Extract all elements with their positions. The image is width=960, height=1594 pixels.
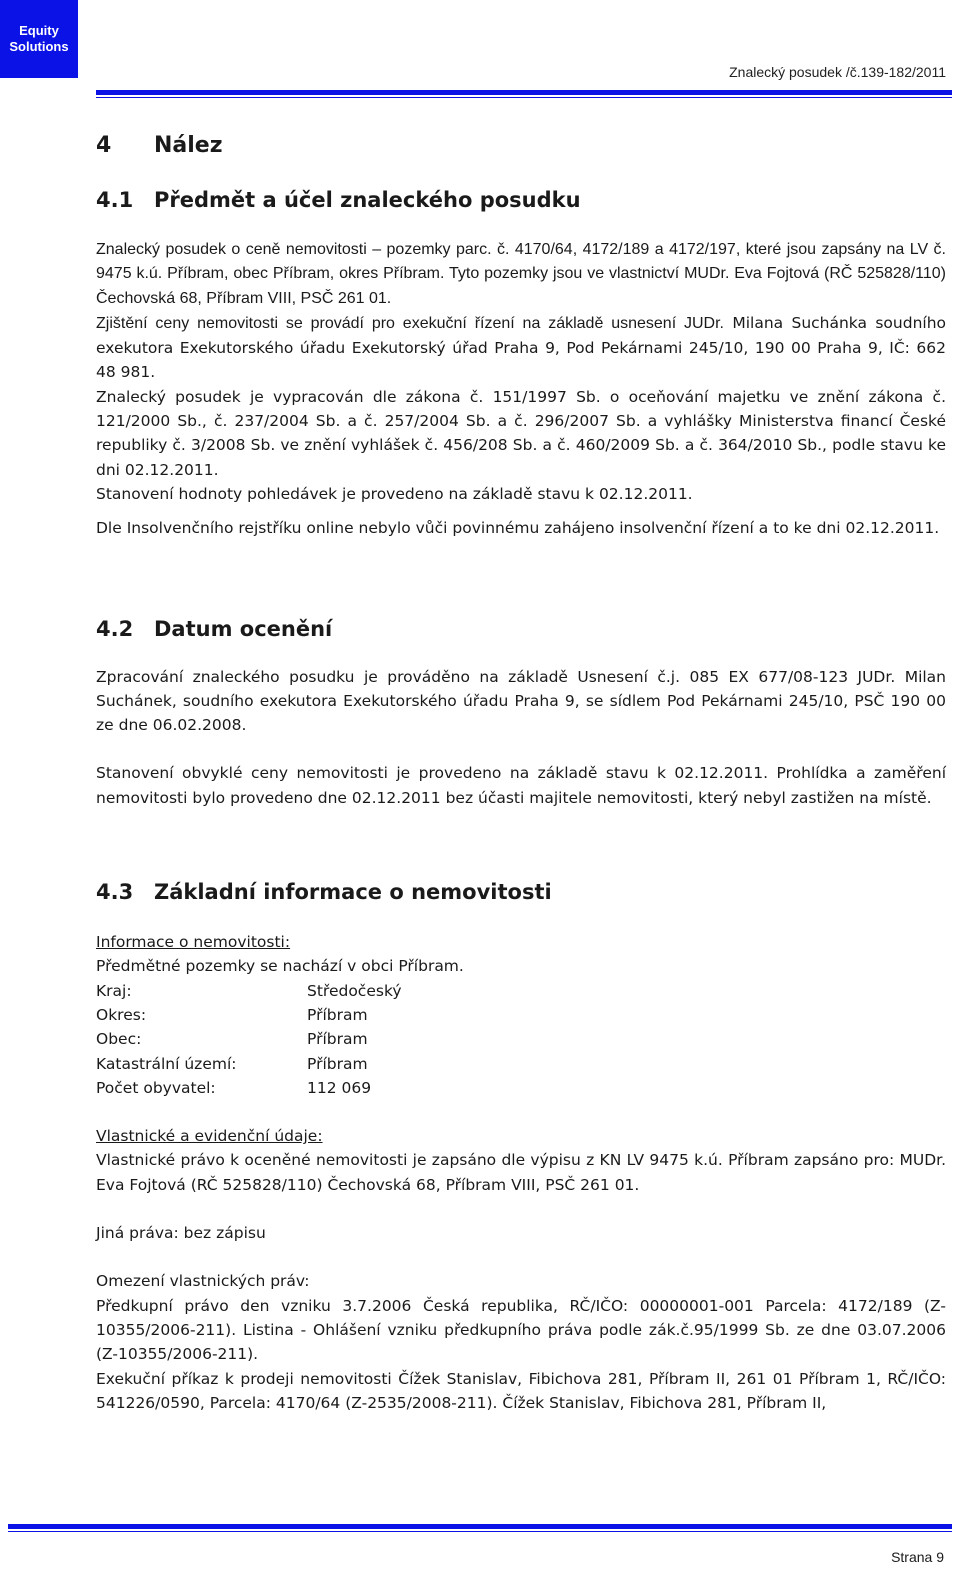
header-rule-thin [96, 97, 952, 98]
property-info-heading: Informace o nemovitosti: [96, 933, 291, 952]
ownership-paragraph: Vlastnické právo k oceněné nemovitosti je zapsáno dle výpisu z KN LV 9475 k.ú. Příbram zapsáno pro: MUDr. Eva Fojtová (RČ 525828/110) Čechovská 68, Příbram VIII, PSČ 261 01. [96, 1151, 946, 1194]
page-content [96, 128, 946, 1415]
purpose-paragraph-start: Zjištění ceny nemovitosti se provádí pro exekuční řízení na základě usnesení JUDr. [96, 314, 724, 332]
section-title: Nález [154, 133, 223, 158]
ownership-heading: Vlastnické a evidenční údaje: [96, 1127, 323, 1146]
info-key: Počet obyvatel: [96, 1078, 216, 1097]
restrictions-heading: Omezení vlastnických práv: [96, 1272, 310, 1291]
purpose-paragraph [96, 311, 946, 385]
subject-paragraph: Znalecký posudek o ceně nemovitosti – pozemky parc. č. 4170/64, 4172/189 a 4172/197, které jsou zapsány na LV č. 9475 k.ú. Příbram, obec Příbram, okres Příbram. Tyto pozemky jsou ve vlastnictví MUDr. Eva Fojtová (RČ 525828/110) Čechovská 68, Příbram VIII, PSČ 261 01. [96, 241, 946, 307]
pre-emption-right-paragraph: Předkupní právo den vzniku 3.7.2006 Česká republika, RČ/IČO: 00000001-001 Parcela: 4172/189 (Z-10355/2006-211). Listina - Ohlášení vzniku předkupního práva podle zák.č.95/1999 Sb. ze dne 03.07.2006 (Z-10355/2006-211). [96, 1296, 946, 1364]
section-number: 4 [96, 133, 112, 158]
footer-rule-thin [8, 1531, 952, 1532]
info-row-municipality [96, 1027, 946, 1051]
section-title: Předmět a účel znaleckého posudku [154, 188, 581, 212]
other-rights-paragraph: Jiná práva: bez zápisu [96, 1224, 266, 1243]
info-row-district [96, 1003, 946, 1027]
receivables-paragraph: Stanovení hodnoty pohledávek je provedeno na základě stavu k 02.12.2011. [96, 484, 693, 503]
info-key: Kraj: [96, 981, 132, 1000]
logo-line-1: Equity [19, 23, 59, 38]
info-value: Středočeský [307, 981, 402, 1000]
info-row-population [96, 1076, 946, 1100]
insolvency-paragraph: Dle Insolvenčního rejstříku online nebylo vůči povinnému zahájeno insolvenční řízení a to ke dni 02.12.2011. [96, 519, 940, 538]
company-logo [0, 0, 78, 78]
info-key: Katastrální území: [96, 1054, 237, 1073]
header-rule [96, 90, 952, 95]
logo-line-2: Solutions [9, 39, 69, 54]
info-row-cadastral-area [96, 1052, 946, 1076]
info-row-region [96, 979, 946, 1003]
info-value: 112 069 [307, 1078, 372, 1097]
section-number: 4.3 [96, 880, 134, 905]
info-key: Obec: [96, 1030, 142, 1049]
section-4-heading [96, 128, 946, 164]
section-4-3-heading [96, 876, 946, 908]
property-info-intro: Předmětné pozemky se nachází v obci Příbram. [96, 957, 464, 976]
execution-order-paragraph: Exekuční příkaz k prodeji nemovitosti Čížek Stanislav, Fibichova 281, Příbram II, 261 01 Příbram 1, RČ/IČO: 541226/0590, Parcela: 4170/64 (Z-2535/2008-211). Čížek Stanislav, Fibichova 281, Příbram II, [96, 1369, 946, 1412]
valuation-basis-paragraph: Zpracování znaleckého posudku je prováděno na základě Usnesení č.j. 085 EX 677/08-123 JUDr. Milan Suchánek, soudního exekutora Exekutorského úřadu Praha 9, se sídlem Pod Pekárnami 245/10, PSČ 190 00 ze dne 06.02.2008. [96, 667, 946, 735]
section-number: 4.2 [96, 616, 134, 641]
page-number: Strana 9 [891, 1549, 944, 1565]
legal-basis-paragraph: Znalecký posudek je vypracován dle zákona č. 151/1997 Sb. o oceňování majetku ve znění zákona č. 121/2000 Sb., č. 237/2004 Sb. a č. 257/2004 Sb. a č. 296/2007 Sb. a vyhlášky Ministerstva financí České republiky č. 3/2008 Sb. ve znění vyhlášek č. 456/208 Sb. a č. 460/2009 Sb. a č. 364/2010 Sb., podle stavu ke dni 02.12.2011. [96, 387, 946, 479]
info-value: Příbram [307, 1005, 368, 1024]
info-value: Příbram [307, 1030, 368, 1049]
section-title: Datum ocenění [154, 616, 333, 641]
section-number: 4.1 [96, 188, 134, 212]
footer-rule [8, 1524, 952, 1529]
section-title: Základní informace o nemovitosti [154, 880, 552, 905]
inspection-paragraph: Stanovení obvyklé ceny nemovitosti je provedeno na základě stavu k 02.12.2011. Prohlídka a zaměření nemovitosti bylo provedeno dne 02.12.2011 bez účasti majitele nemovitosti, který nebyl zastižen na místě. [96, 764, 946, 807]
info-key: Okres: [96, 1005, 147, 1024]
section-4-2-heading [96, 613, 946, 645]
document-reference: Znalecký posudek /č.139-182/2011 [729, 64, 946, 80]
section-4-1-heading [96, 184, 946, 216]
info-value: Příbram [307, 1054, 368, 1073]
purpose-paragraph-rest: Milana Suchánka soudního exekutora Exekutorského úřadu Exekutorský úřad Praha 9, Pod Pekárnami 245/10, 190 00 Praha 9, IČ: 662 48 981. [96, 313, 946, 382]
